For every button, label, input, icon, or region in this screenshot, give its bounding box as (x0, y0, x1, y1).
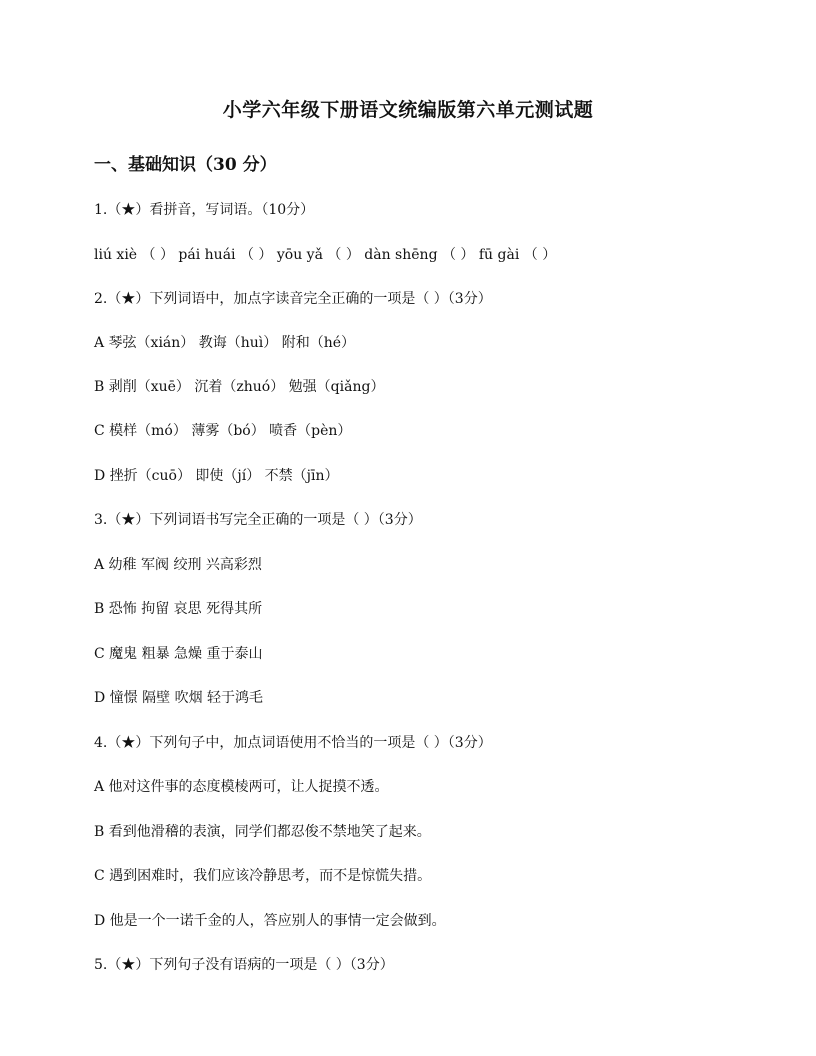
question-4-option-c: C 遇到困难时，我们应该冷静思考，而不是惊慌失措。 (94, 868, 432, 884)
question-3-stem: 3.（★）下列词语书写完全正确的一项是（ ）（3分） (94, 512, 422, 528)
page-title: 小学六年级下册语文统编版第六单元测试题 (222, 99, 594, 121)
question-3-option-b: B 恐怖 拘留 哀思 死得其所 (94, 601, 263, 617)
question-4-option-d: D 他是一个一诺千金的人，答应别人的事情一定会做到。 (94, 913, 446, 929)
question-3-option-c: C 魔鬼 粗暴 急燥 重于泰山 (94, 646, 263, 662)
question-1-stem: 1.（★）看拼音，写词语。（10分） (94, 202, 315, 218)
section-heading: 一、基础知识（30 分） (94, 155, 277, 175)
question-3-option-d: D 憧憬 隔壁 吹烟 轻于鸿毛 (94, 690, 264, 706)
question-4-stem: 4.（★）下列句子中，加点词语使用不恰当的一项是（ ）（3分） (94, 735, 492, 751)
question-4-option-b: B 看到他滑稽的表演，同学们都忍俊不禁地笑了起来。 (94, 824, 431, 840)
question-2-option-b: B 剥削（xuē） 沉着（zhuó） 勉强（qiǎng） (94, 379, 385, 395)
question-2-option-d: D 挫折（cuō） 即使（jí） 不禁（jīn） (94, 468, 339, 484)
question-2-stem: 2.（★）下列词语中，加点字读音完全正确的一项是（ ）（3分） (94, 291, 492, 307)
question-4-option-a: A 他对这件事的态度模棱两可，让人捉摸不透。 (94, 779, 389, 795)
question-2-option-c: C 模样（mó） 薄雾（bó） 喷香（pèn） (94, 423, 352, 439)
question-5-stem: 5.（★）下列句子没有语病的一项是（ ）（3分） (94, 957, 394, 973)
question-3-option-a: A 幼稚 军阀 绞刑 兴高彩烈 (94, 557, 262, 573)
question-1-pinyin-row: liú xiè （ ） pái huái （ ） yōu yǎ （ ） dàn shēng （ ） fū gài （ ） (94, 247, 557, 263)
question-2-option-a: A 琴弦（xián） 教诲（huì） 附和（hé） (94, 335, 356, 351)
